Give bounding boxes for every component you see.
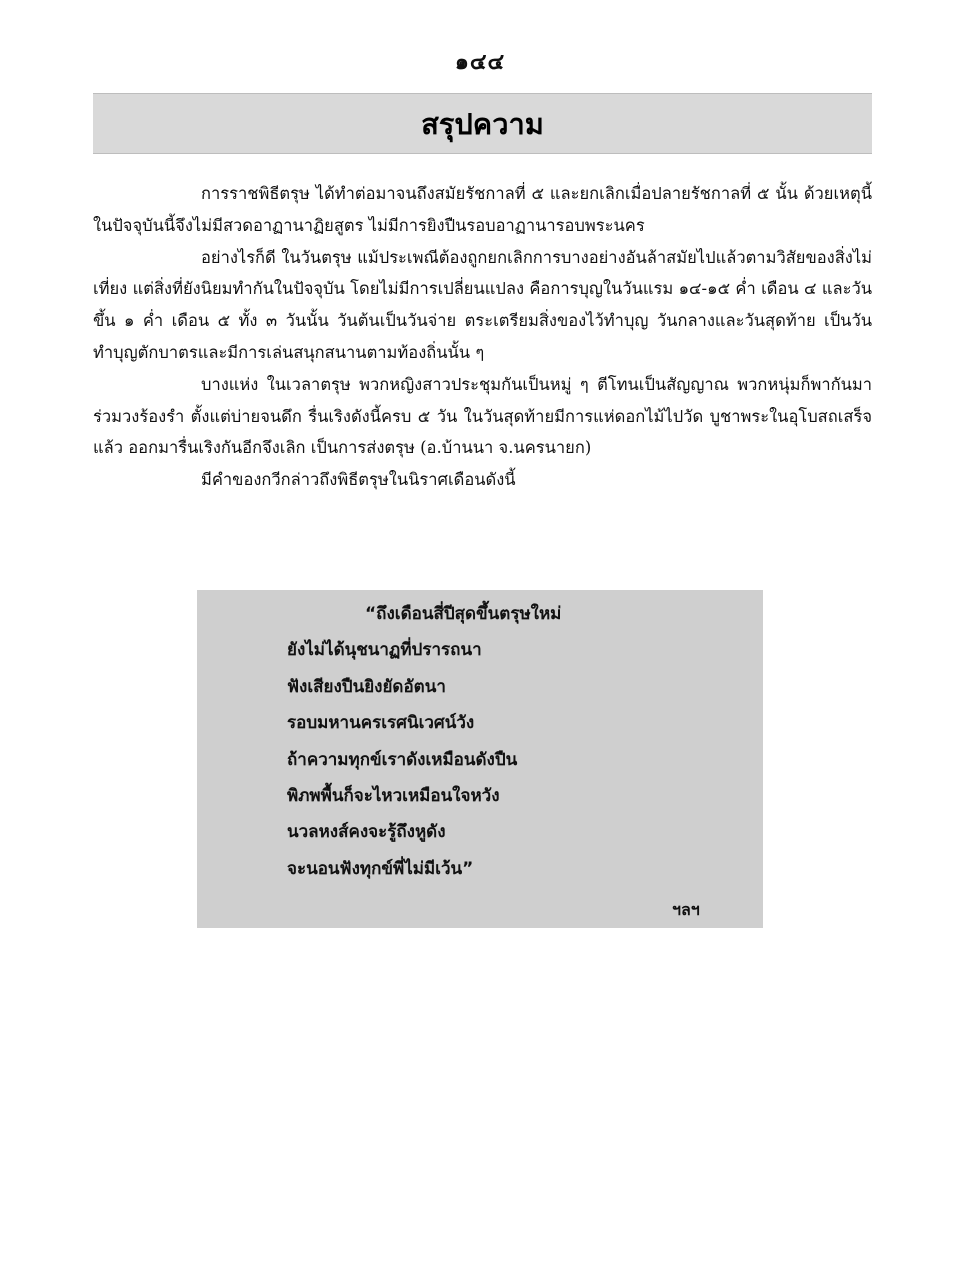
poem-line: ฟังเสียงปืนยิงยัดอัตนา: [287, 676, 446, 697]
paragraph: การราชพิธีตรุษ ได้ทำต่อมาจนถึงสมัยรัชกาลที่ ๕ และยกเลิกเมื่อปลายรัชกาลที่ ๕ นั้น ด้วยเหตุนี้ ในปัจจุบันนี้จึงไม่มีสวดอาฏานาฏิยสูตร ไม่มีการยิงปืนรอบอาฏานารอบพระนคร: [93, 184, 872, 235]
paragraph: มีคำของกวีกล่าวถึงพิธีตรุษในนิราศเดือนดังนี้: [201, 470, 516, 490]
poem-signoff: ฯลฯ: [672, 900, 700, 919]
paragraph: บางแห่ง ในเวลาตรุษ พวกหญิงสาวประชุมกันเป็นหมู่ ๆ ตีโทนเป็นสัญญาณ พวกหนุ่มก็พากันมาร่วมวงร้องรำ ตั้งแต่บ่ายจนดึก รื่นเริงดังนี้ครบ ๕ วัน ในวันสุดท้ายมีการแห่ดอกไม้ไปวัด บูชาพระในอุโบสถเสร็จแล้ว ออกมารื่นเริงกันอีกจึงเลิก เป็นการส่งตรุษ (อ.บ้านนา จ.นครนายก): [93, 374, 872, 458]
poem-line: “ถึงเดือนสี่ปีสุดขึ้นตรุษใหม่: [365, 604, 562, 624]
poem: [197, 596, 763, 919]
poem-line: ถ้าความทุกข์เราดังเหมือนดังปืน: [287, 749, 518, 770]
poem-line: จะนอนฟังทุกข์พี่ไม่มีเว้น”: [287, 858, 474, 879]
paragraph: อย่างไรก็ดี ในวันตรุษ แม้ประเพณีต้องถูกยกเลิกการบางอย่างอันล้าสมัยไปแล้วตามวิสัยของสิ่งไม่เที่ยง แต่สิ่งที่ยังนิยมทำกันในปัจจุบัน โดยไม่มีการเปลี่ยนแปลง คือการบุญในวันแรม ๑๔-๑๕ ค่ำ เดือน ๔ และวันขึ้น ๑ ค่ำ เดือน ๕ ทั้ง ๓ วันนั้น วันต้นเป็นวันจ่าย ตระเตรียมสิ่งของไว้ทำบุญ วันกลางและวันสุดท้าย เป็นวันทำบุญตักบาตรและมีการเล่นสนุกสนานตามท้องถิ่นนั้น ๆ: [93, 247, 872, 362]
title-banner: [93, 93, 872, 154]
section-title: สรุปความ: [421, 106, 544, 141]
body-text: [93, 178, 872, 496]
poem-line: พิภพพื้นก็จะไหวเหมือนใจหวัง: [287, 786, 500, 807]
poem-box: [197, 590, 763, 928]
page-number: ๑๔๔: [454, 50, 506, 75]
poem-line: นวลหงส์คงจะรู้ถึงหูดัง: [287, 822, 446, 843]
poem-line: รอบมหานครเรศนิเวศน์วัง: [287, 713, 475, 734]
poem-line: ยังไม่ได้นุชนาฏที่ปรารถนา: [287, 640, 482, 661]
